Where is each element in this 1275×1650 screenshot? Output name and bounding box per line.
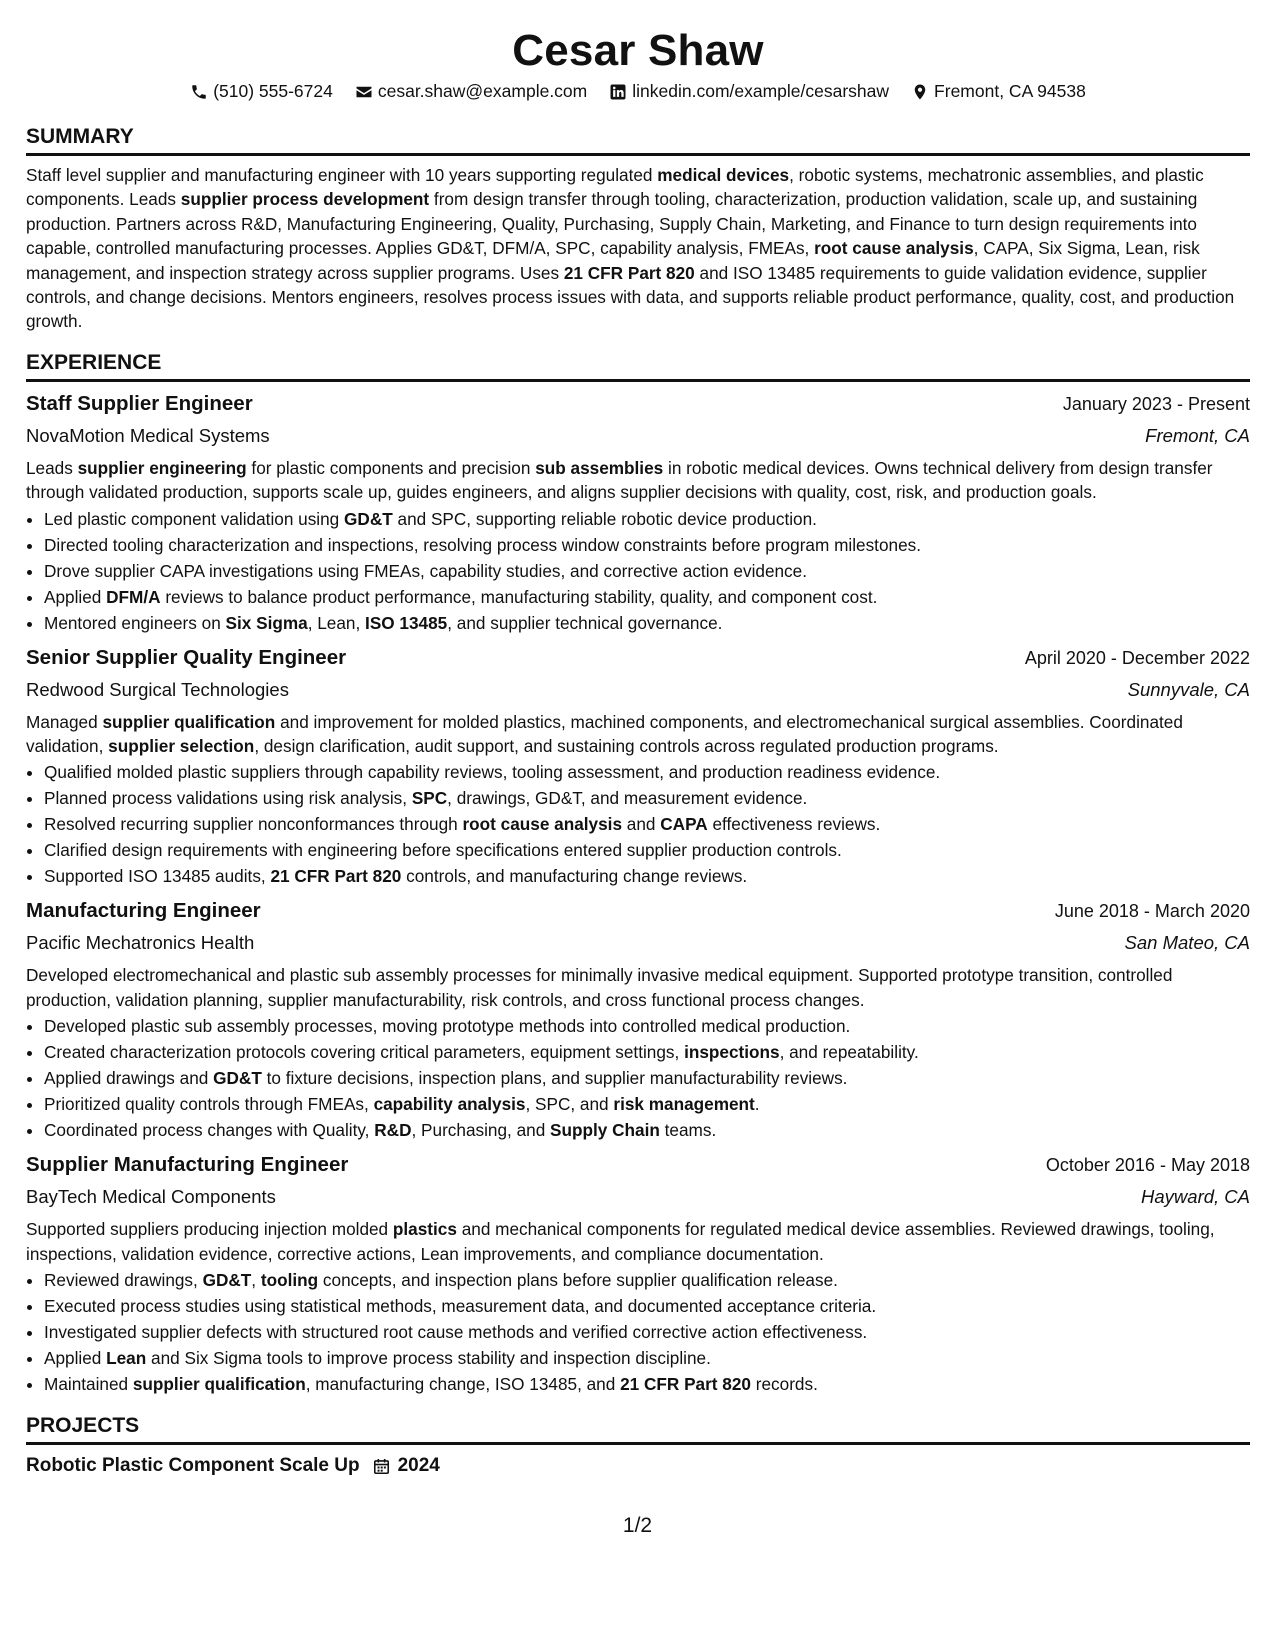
job-dates: January 2023 - Present: [1062, 393, 1250, 414]
bold-keyword: GD&T: [213, 1068, 262, 1089]
summary-heading: SUMMARY: [26, 124, 1250, 156]
job-dates: October 2016 - May 2018: [1045, 1155, 1250, 1176]
job-location: Sunnyvale, CA: [1127, 678, 1250, 700]
bullet-item: • Investigated supplier defects with structured root cause methods and verified corrective action effectiveness.: [44, 1319, 1250, 1345]
bold-keyword: GD&T: [202, 1270, 252, 1291]
job-bullets: [26, 1013, 1250, 1143]
contact-email-text[interactable]: cesar.shaw@example.com: [377, 81, 588, 101]
job-description: Developed electromechanical and plastic sub assembly processes for minimally invasive medical equipment. Supported prototype transition, controlled production, validation planning, supplier manufacturability, risk controls, and cross functional process changes.: [26, 965, 1173, 1010]
resume-page: [26, 0, 1250, 1481]
bold-keyword: SPC: [411, 788, 448, 809]
contact-location: [911, 81, 1086, 102]
bullet-item: • Resolved recurring supplier nonconformances through root cause analysis and CAPA effectiveness reviews.: [44, 811, 1250, 837]
bullet-item: • Clarified design requirements with engineering before specifications entered supplier production controls.: [44, 837, 1250, 863]
bullet-item: • Developed plastic sub assembly processes, moving prototype methods into controlled medical production.: [44, 1013, 1250, 1039]
map-pin-icon: [911, 83, 929, 101]
projects-section: [26, 1413, 1250, 1481]
bold-keyword: sub assemblies: [535, 457, 664, 478]
summary-section: [26, 124, 1250, 334]
job-title: Manufacturing Engineer: [26, 899, 261, 923]
bullet-item: • Applied Lean and Six Sigma tools to improve process stability and inspection discipline.: [44, 1345, 1250, 1371]
bullet-item: • Created characterization protocols covering critical parameters, equipment settings, inspections, and repeatability.: [44, 1039, 1250, 1065]
bold-keyword: plastics: [392, 1219, 457, 1240]
company-name: Pacific Mechatronics Health: [26, 932, 255, 954]
job-entry: [26, 895, 1250, 1143]
job-description: Supported suppliers producing injection molded plastics and mechanical components for regulated medical device assemblies. Reviewed drawings, tooling, inspections, validation evidence, corrective actions, Lean improvements, and compliance documentation.: [26, 1219, 1215, 1264]
bold-keyword: inspections: [684, 1042, 780, 1063]
bold-keyword: ISO 13485: [365, 612, 448, 633]
bold-keyword: supplier qualification: [132, 1374, 306, 1395]
summary-text: Staff level supplier and manufacturing engineer with 10 years supporting regulated medical devices, robotic systems, mechatronic assemblies, and plastic components. Leads supplier process development from design transfer through tooling, characterization, production validation, scale up, and sustaining production. Partners across R&D, Manufacturing Engineering, Quality, Purchasing, Supply Chain, Marketing, and Finance to turn design requirements into capable, controlled manufacturing processes. Applies GD&T, DFM/A, SPC, capability analysis, FMEAs, root cause analysis, CAPA, Six Sigma, Lean, risk management, and inspection strategy across supplier programs. Uses 21 CFR Part 820 and ISO 13485 requirements to guide validation evidence, supplier controls, and change decisions. Mentors engineers, resolves process issues with data, and supports reliable product performance, quality, cost, and production growth.: [26, 165, 1235, 332]
bullet-item: • Directed tooling characterization and inspections, resolving process window constraints before program milestones.: [44, 532, 1250, 558]
job-location: Hayward, CA: [1141, 1186, 1250, 1208]
bold-keyword: DFM/A: [106, 586, 161, 607]
linkedin-icon: [609, 83, 627, 101]
bold-keyword: CAPA: [660, 814, 708, 835]
project-date: 2024: [397, 1455, 440, 1477]
bold-keyword: root cause analysis: [462, 814, 623, 835]
phone-icon: [190, 83, 208, 101]
bullet-item: • Drove supplier CAPA investigations using FMEAs, capability studies, and corrective action evidence.: [44, 558, 1250, 584]
bullet-item: • Qualified molded plastic suppliers through capability reviews, tooling assessment, and production readiness evidence.: [44, 759, 1250, 785]
bold-keyword: root cause analysis: [814, 238, 974, 259]
bold-keyword: 21 CFR Part 820: [620, 1374, 751, 1395]
bold-keyword: 21 CFR Part 820: [563, 262, 695, 283]
bold-keyword: supplier engineering: [77, 457, 247, 478]
contact-location-text: Fremont, CA 94538: [934, 81, 1086, 101]
job-location: Fremont, CA: [1145, 424, 1250, 446]
job-dates: April 2020 - December 2022: [1024, 647, 1250, 668]
project-name: Robotic Plastic Component Scale Up: [26, 1455, 360, 1477]
company-name: NovaMotion Medical Systems: [26, 424, 270, 446]
bullet-item: • Supported ISO 13485 audits, 21 CFR Part 820 controls, and manufacturing change reviews.: [44, 863, 1250, 889]
bold-keyword: 21 CFR Part 820: [270, 866, 402, 887]
bullet-item: • Applied DFM/A reviews to balance product performance, manufacturing stability, quality, and component cost.: [44, 584, 1250, 610]
bold-keyword: R&D: [374, 1120, 412, 1141]
contact-bar: [26, 81, 1250, 102]
job-location: San Mateo, CA: [1124, 932, 1250, 954]
bold-keyword: tooling: [260, 1270, 319, 1291]
page-number: 1/2: [622, 1514, 653, 1537]
bold-keyword: supplier process development: [180, 189, 430, 210]
contact-phone-text: (510) 555-6724: [213, 81, 333, 101]
bullet-item: • Mentored engineers on Six Sigma, Lean, ISO 13485, and supplier technical governance.: [44, 610, 1250, 636]
job-title: Staff Supplier Engineer: [26, 391, 253, 415]
envelope-icon: [355, 83, 373, 101]
company-name: BayTech Medical Components: [26, 1186, 276, 1208]
calendar-icon: [372, 1457, 391, 1476]
projects-heading: PROJECTS: [26, 1413, 1250, 1445]
job-description: Managed supplier qualification and improvement for molded plastics, machined components, and electromechanical surgical assemblies. Coordinated validation, supplier selection, design clarification, audit support, and sustaining controls across regulated production programs.: [26, 711, 1183, 757]
company-name: Redwood Surgical Technologies: [26, 678, 289, 700]
job-entry: [26, 388, 1250, 636]
bullet-item: • Reviewed drawings, GD&T, tooling concepts, and inspection plans before supplier qualification release.: [44, 1267, 1250, 1293]
bullet-item: • Planned process validations using risk analysis, SPC, drawings, GD&T, and measurement evidence.: [44, 785, 1250, 811]
bullet-item: • Maintained supplier qualification, manufacturing change, ISO 13485, and 21 CFR Part 820 records.: [44, 1371, 1250, 1397]
job-entry: [26, 1149, 1250, 1397]
experience-heading: EXPERIENCE: [26, 350, 1250, 382]
bold-keyword: Six Sigma: [225, 612, 308, 633]
contact-linkedin-text[interactable]: linkedin.com/example/cesarshaw: [632, 81, 890, 101]
bullet-item: • Applied drawings and GD&T to fixture decisions, inspection plans, and supplier manufacturability reviews.: [44, 1065, 1250, 1091]
bold-keyword: supplier qualification: [102, 711, 276, 732]
bold-keyword: capability analysis: [373, 1094, 526, 1115]
bullet-item: • Executed process studies using statistical methods, measurement data, and documented acceptance criteria.: [44, 1293, 1250, 1319]
contact-phone: [190, 81, 333, 102]
job-title: Supplier Manufacturing Engineer: [26, 1153, 349, 1177]
job-dates: June 2018 - March 2020: [1054, 901, 1250, 922]
experience-section: [26, 350, 1250, 1397]
job-entry: [26, 642, 1250, 890]
contact-email[interactable]: [355, 81, 587, 102]
bullet-item: • Prioritized quality controls through FMEAs, capability analysis, SPC, and risk management.: [44, 1091, 1250, 1117]
bold-keyword: supplier selection: [108, 736, 255, 757]
contact-linkedin[interactable]: [609, 81, 889, 102]
bold-keyword: medical devices: [657, 165, 790, 185]
job-bullets: [26, 506, 1250, 636]
job-description: Leads supplier engineering for plastic components and precision sub assemblies in robotic medical devices. Owns technical delivery from design transfer through validated production, supports scale up, guides engineers, and aligns supplier decisions with quality, cost, risk, and production goals.: [26, 457, 1213, 503]
bold-keyword: Lean: [106, 1348, 147, 1369]
project-entry: [26, 1451, 1250, 1481]
bold-keyword: GD&T: [344, 508, 393, 529]
job-title: Senior Supplier Quality Engineer: [26, 645, 347, 669]
candidate-name: Cesar Shaw: [512, 26, 764, 75]
bold-keyword: Supply Chain: [550, 1120, 660, 1141]
job-bullets: [26, 1267, 1250, 1397]
bullet-item: • Coordinated process changes with Quality, R&D, Purchasing, and Supply Chain teams.: [44, 1117, 1250, 1143]
bullet-item: • Led plastic component validation using GD&T and SPC, supporting reliable robotic device production.: [44, 506, 1250, 532]
bold-keyword: risk management: [613, 1094, 755, 1115]
job-bullets: [26, 759, 1250, 889]
